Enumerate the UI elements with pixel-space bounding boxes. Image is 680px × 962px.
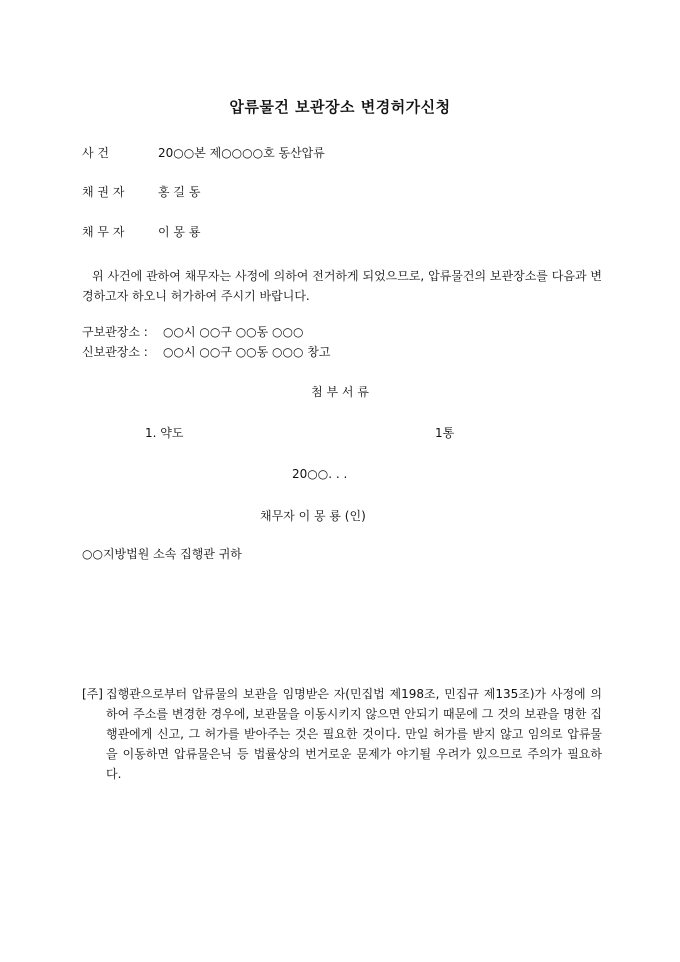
- attachment-count: 1통: [435, 426, 455, 440]
- new-location-value: ○○시 ○○구 ○○동 ○○○ 창고: [163, 345, 331, 359]
- debtor-name: 이 몽 룡: [158, 225, 201, 239]
- document-date: 20○○. . .: [292, 467, 348, 481]
- old-location-label: 구보관장소 :: [82, 325, 148, 339]
- body-paragraph: 위 사건에 관하여 채무자는 사정에 의하여 전거하게 되었으므로, 압류물건의 보관장소를 다음과 변경하고자 하오니 허가하여 주시기 바랍니다.: [82, 269, 602, 303]
- case-value: 20○○본 제○○○○호 동산압류: [158, 146, 325, 160]
- footnote-tag: [주]: [82, 687, 103, 701]
- case-label: 사 건: [82, 146, 109, 160]
- attachments-heading: 첨 부 서 류: [311, 385, 369, 399]
- new-location-label: 신보관장소 :: [82, 345, 148, 359]
- document-title: 압류물건 보관장소 변경허가신청: [229, 98, 451, 116]
- old-location-value: ○○시 ○○구 ○○동 ○○○: [163, 325, 304, 339]
- debtor-label: 채 무 자: [82, 225, 125, 239]
- signature-line: 채무자 이 몽 룡 (인): [260, 509, 366, 523]
- footnote: [82, 684, 602, 784]
- creditor-label: 채 권 자: [82, 185, 125, 199]
- creditor-name: 홍 길 동: [158, 185, 201, 199]
- recipient-line: ○○지방법원 소속 집행관 귀하: [82, 547, 242, 561]
- attachment-item: 1. 약도: [145, 426, 184, 440]
- footnote-text: 집행관으로부터 압류물의 보관을 임명받은 자(민집법 제198조, 민집규 제135조)가 사정에 의하여 주소를 변경한 경우에, 보관물을 이동시키지 않으면 안되기 때문에 그 것의 보관을 명한 집행관에게 신고, 그 허가를 받아주는 것은 필요한 것이다. 만일 허가를 받지 않고 임의로 압류물을 이동하면 압류물은닉 등 법률상의 번거로운 문제가 야기될 우려가 있으므로 주의가 필요하다.: [106, 687, 602, 781]
